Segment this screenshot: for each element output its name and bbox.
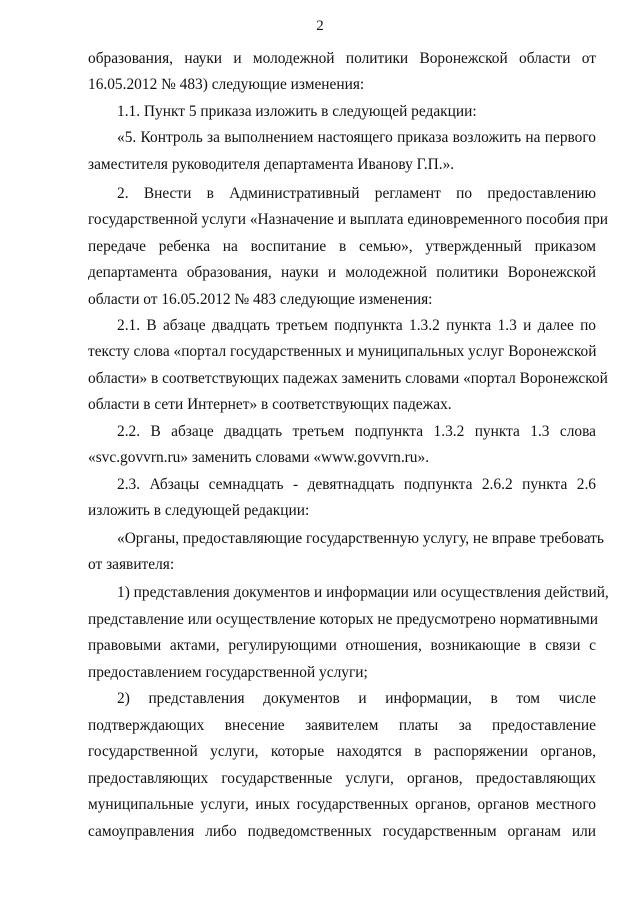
text-line: «5. Контроль за выполнением настоящего приказа возложить на первого <box>117 129 596 146</box>
text-line: муниципальные услуги, иных государственных органов, органов местного <box>88 796 596 813</box>
text-line: подтверждающих внесение заявителем платы за предоставление <box>88 717 596 734</box>
text-line: 2.1. В абзаце двадцать третьем подпункта 1.3.2 пункта 1.3 и далее по <box>117 317 596 334</box>
text-line: 1) представления документов и информации или осуществления действий, <box>117 584 609 601</box>
text-line: образования, науки и молодежной политики Воронежской области от <box>88 50 596 67</box>
text-line: 2.3. Абзацы семнадцать - девятнадцать подпункта 2.6.2 пункта 2.6 <box>117 476 596 493</box>
text-line: государственной услуги, которые находятся в распоряжении органов, <box>88 743 596 760</box>
text-line: 2. Внести в Административный регламент по предоставлению <box>117 185 596 202</box>
text-line: области от 16.05.2012 № 483 следующие изменения: <box>88 291 433 308</box>
text-line: самоуправления либо подведомственных государственным органам или <box>88 823 596 840</box>
text-line: 2) представления документов и информации, в том числе <box>117 690 596 707</box>
text-line: предоставлением государственной услуги; <box>88 664 368 681</box>
text-line: государственной услуги «Назначение и выплата единовременного пособия при <box>88 211 608 228</box>
text-line: «Органы, предоставляющие государственную услугу, не вправе требовать <box>117 530 604 547</box>
text-line: 2.2. В абзаце двадцать третьем подпункта 1.3.2 пункта 1.3 слова <box>117 423 596 440</box>
text-line: «svc.govvrn.ru» заменить словами «www.govvrn.ru». <box>88 449 430 466</box>
text-line: 1.1. Пункт 5 приказа изложить в следующей редакции: <box>117 103 477 120</box>
page-number: 2 <box>316 18 324 34</box>
text-line: департамента образования, науки и молодежной политики Воронежской <box>88 264 596 281</box>
text-line: изложить в следующей редакции: <box>88 502 310 519</box>
text-line: от заявителя: <box>88 556 175 573</box>
text-line: тексту слова «портал государственных и муниципальных услуг Воронежской <box>88 343 597 360</box>
text-line: области в сети Интернет» в соответствующих падежах. <box>88 396 452 413</box>
text-line: области» в соответствующих падежах заменить словами «портал Воронежской <box>88 370 608 387</box>
text-line: предоставляющих государственные услуги, органов, предоставляющих <box>88 770 596 787</box>
text-line: передаче ребенка на воспитание в семью», утвержденный приказом <box>88 238 596 255</box>
text-line: 16.05.2012 № 483) следующие изменения: <box>88 76 365 93</box>
text-line: заместителя руководителя департамента Иванову Г.П.». <box>88 156 455 173</box>
text-line: представление или осуществление которых не предусмотрено нормативными <box>88 611 598 628</box>
text-line: правовыми актами, регулирующими отношения, возникающие в связи с <box>88 637 596 654</box>
